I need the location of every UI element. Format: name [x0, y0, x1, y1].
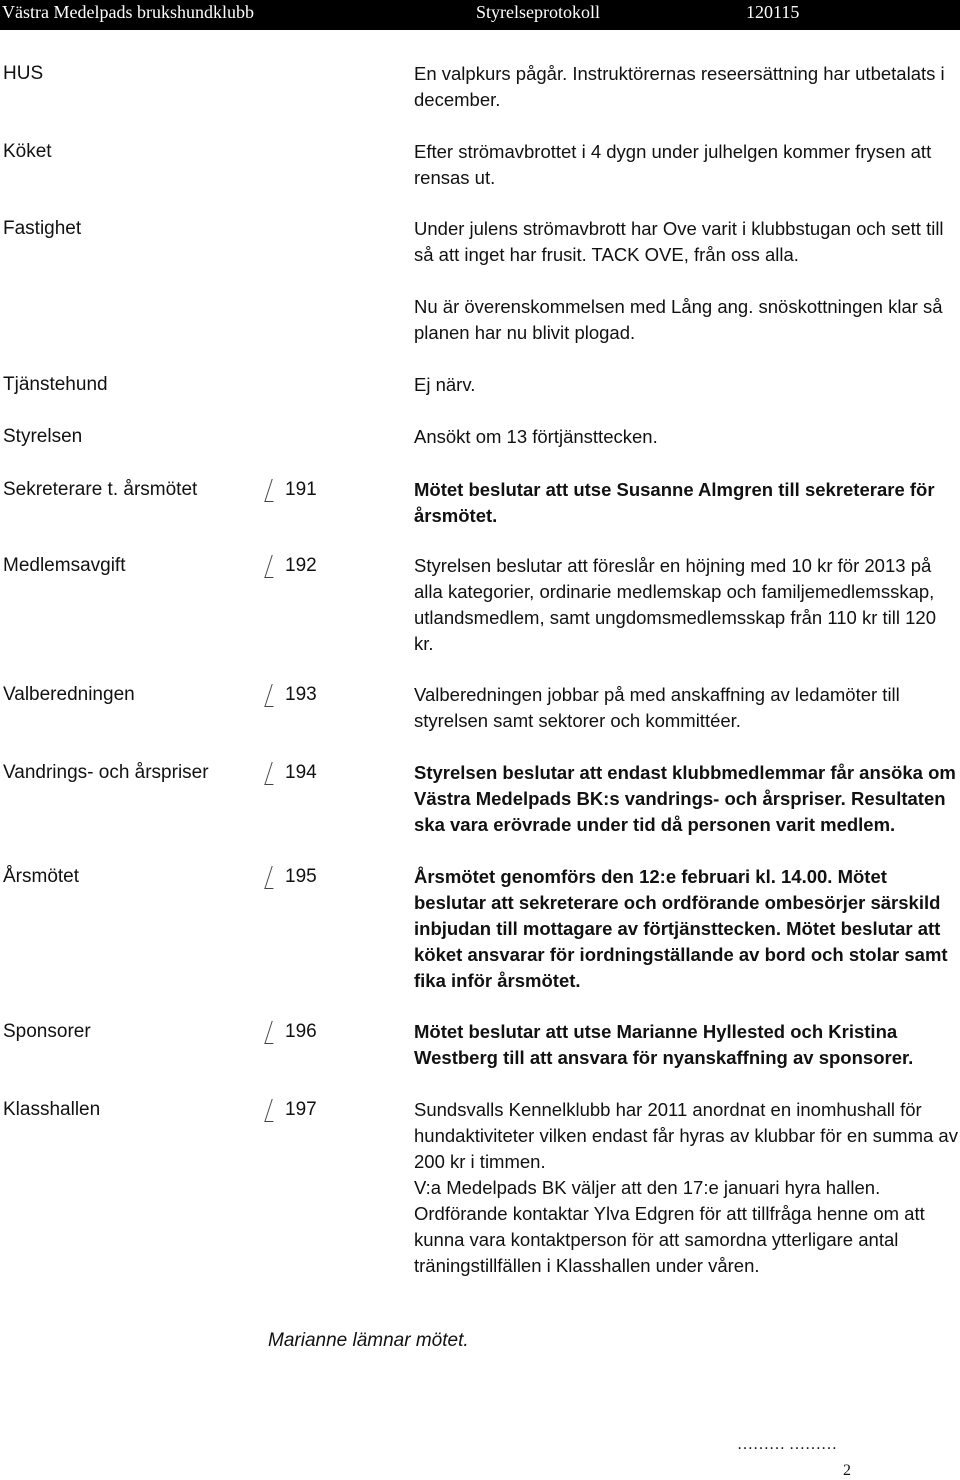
- paragraph-number-191: 191: [285, 479, 317, 500]
- text-hus: En valpkurs pågår. Instruktörernas reseersättning har utbetalats i december.: [414, 63, 945, 110]
- label-tjanstehund: Tjänstehund: [3, 374, 108, 395]
- label-sponsorer: Sponsorer: [3, 1021, 91, 1042]
- paragraph-number-197: 197: [285, 1099, 317, 1120]
- text-fastighet-1: Under julens strömavbrott har Ove varit i klubbstugan och sett till så att inget har frusit. TACK OVE, från oss alla.: [414, 218, 944, 265]
- text-styrelsen: Ansökt om 13 förtjänsttecken.: [414, 426, 658, 447]
- closing-note: Marianne lämnar mötet.: [268, 1330, 469, 1351]
- label-medlemsavgift: Medlemsavgift: [3, 555, 126, 576]
- section-marker: [264, 555, 280, 578]
- label-arsmotet: Årsmötet: [3, 866, 80, 887]
- label-styrelsen: Styrelsen: [3, 426, 83, 447]
- signature-dots: ……… ………: [737, 1436, 837, 1453]
- label-klasshallen: Klasshallen: [3, 1099, 101, 1120]
- header-date: 120115: [746, 2, 800, 22]
- section-marker: [264, 866, 280, 889]
- paragraph-number-193: 193: [285, 684, 317, 705]
- label-hus: HUS: [3, 63, 44, 84]
- text-193: Valberedningen jobbar på med anskaffning av ledamöter till styrelsen samt sektorer och kommittéer.: [414, 684, 900, 731]
- text-fastighet-2: Nu är överenskommelsen med Lång ang. snöskottningen klar så planen har nu blivit plogad.: [414, 296, 943, 343]
- label-fastighet: Fastighet: [3, 218, 82, 239]
- paragraph-number-195: 195: [285, 866, 317, 887]
- label-vandrings: Vandrings- och årspriser: [3, 762, 209, 783]
- label-valberedningen: Valberedningen: [3, 684, 135, 705]
- text-197-a: Sundsvalls Kennelklubb har 2011 anordnat en inomhushall för hundaktiviteter vilken endast får hyras av klubbar för en summa av 200 kr i timmen.: [414, 1099, 958, 1172]
- text-197-c: Ordförande kontaktar Ylva Edgren för att tillfråga henne om att kunna vara kontaktperson för att samordna ytterligare antal träningstillfällen i Klasshallen under våren.: [414, 1203, 925, 1276]
- section-marker: [264, 479, 280, 502]
- paragraph-number-194: 194: [285, 762, 317, 783]
- paragraph-number-192: 192: [285, 555, 317, 576]
- text-191: Mötet beslutar att utse Susanne Almgren till sekreterare för årsmötet.: [414, 479, 935, 526]
- text-196: Mötet beslutar att utse Marianne Hyllested och Kristina Westberg till att ansvara för nyanskaffning av sponsorer.: [414, 1021, 914, 1068]
- paragraph-number-196: 196: [285, 1021, 317, 1042]
- section-marker: [264, 1021, 280, 1044]
- text-tjanstehund: Ej närv.: [414, 374, 476, 395]
- text-194: Styrelsen beslutar att endast klubbmedlemmar får ansöka om Västra Medelpads BK:s vandrings- och årspriser. Resultaten ska vara erövrade under tid då personen varit medlem.: [414, 762, 956, 835]
- page-number: 2: [843, 1462, 851, 1479]
- label-koket: Köket: [3, 141, 52, 162]
- section-marker: [264, 1099, 280, 1122]
- section-marker: [264, 684, 280, 707]
- header-doc-type: Styrelseprotokoll: [476, 2, 600, 22]
- label-sekreterare: Sekreterare t. årsmötet: [3, 479, 198, 500]
- text-koket: Efter strömavbrottet i 4 dygn under julhelgen kommer frysen att rensas ut.: [414, 141, 932, 188]
- text-195: Årsmötet genomförs den 12:e februari kl. 14.00. Mötet beslutar att sekreterare och ordförande ombesörjer särskild inbjudan till mottagare av förtjänsttecken. Mötet beslutar att köket ansvarar för iordningställande av bord och stolar samt fika inför årsmötet.: [414, 866, 948, 991]
- section-marker: [264, 762, 280, 785]
- text-192: Styrelsen beslutar att föreslår en höjning med 10 kr för 2013 på alla kategorier, ordinarie medlemskap och familjemedlemsskap, utlandsmedlem, samt ungdomsmedlemsskap från 110 kr till 120 kr.: [414, 555, 937, 654]
- header-club-name: Västra Medelpads brukshundklubb: [2, 2, 254, 22]
- page-header: [0, 0, 960, 30]
- text-197-b: V:a Medelpads BK väljer att den 17:e januari hyra hallen.: [414, 1177, 881, 1198]
